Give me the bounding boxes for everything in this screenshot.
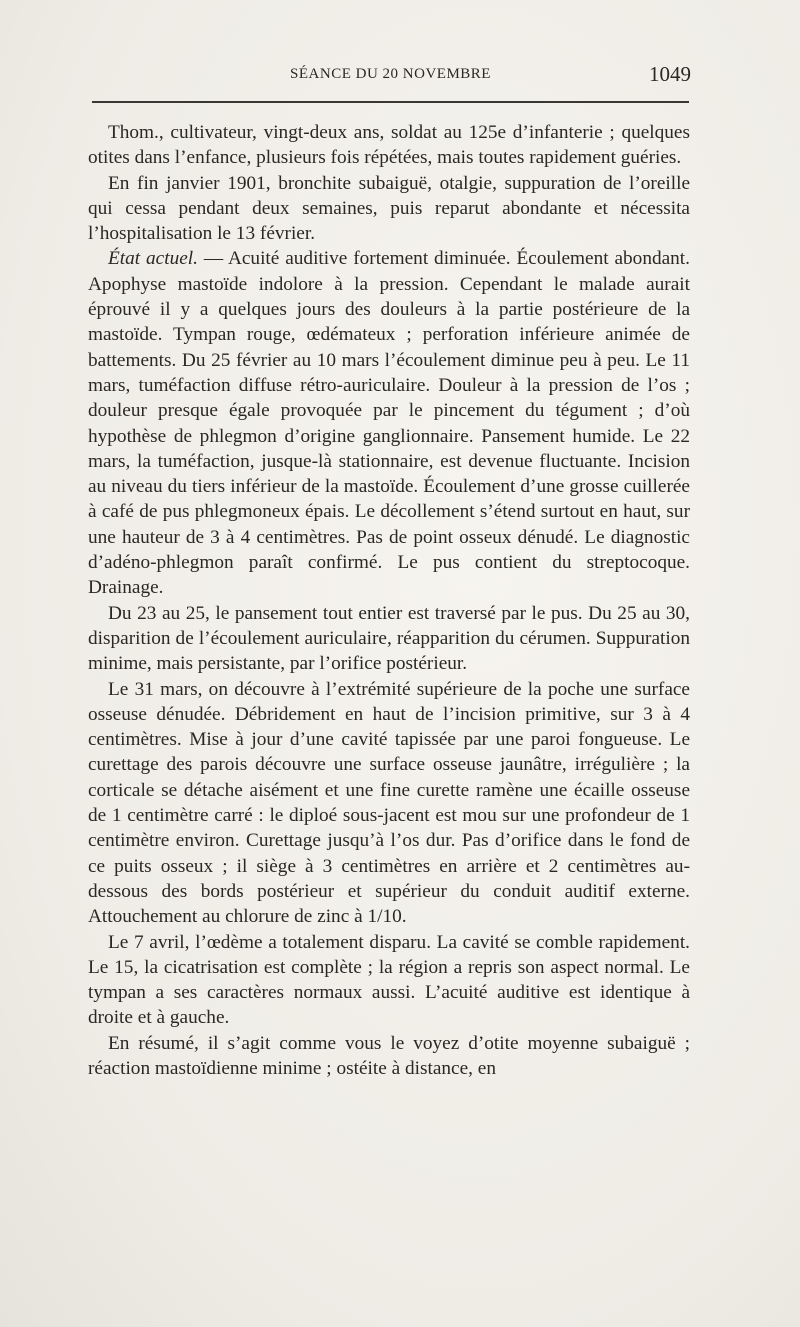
paragraph-6: Le 7 avril, l’œdème a totalement disparu. La cavité se comble rapidement. Le 15, la cicatrisation est complète ; la région a repris son aspect normal. Le tympan a ses caractères normaux aussi. L’acuité auditive est identique à droite et à gauche. [88, 931, 690, 1029]
page-number: 1049 [649, 62, 691, 86]
paragraph-3: État actuel. — Acuité auditive fortement diminuée. Écoulement abondant. Apophyse mastoïde indolore à la pression. Cependant le malade aurait éprouvé il y a quelques jours des douleurs à la partie postérieure de la mastoïde. Tympan rouge, œdémateux ; perforation inférieure animée de battements. Du 25 février au 10 mars l’écoulement diminue peu à peu. Le 11 mars, tuméfaction diffuse rétro-auriculaire. Douleur à la pression de l’os ; douleur presque égale provoquée par le pincement du tégument ; d’où hypothèse de phlegmon d’origine ganglionnaire. Pansement humide. Le 22 mars, la tuméfaction, jusque-là stationnaire, est devenue fluctuante. Incision au niveau du tiers inférieur de la mastoïde. Écoulement d’une grosse cuillerée à café de pus phlegmoneux épais. Le décollement s’étend surtout en haut, sur une hauteur de 3 à 4 centimètres. Pas de point osseux dénudé. Le diagnostic d’adéno-phlegmon paraît confirmé. Le pus contient du streptocoque. Drainage. [88, 248, 690, 599]
body-text [88, 120, 690, 1081]
paragraph-2: En fin janvier 1901, bronchite subaiguë, otalgie, suppuration de l’oreille qui cessa pendant deux semaines, puis reparut abondante et nécessita l’hospitalisation le 13 février. [88, 172, 690, 245]
header-title: SÉANCE DU 20 NOVEMBRE [290, 66, 491, 82]
paragraph-4: Du 23 au 25, le pansement tout entier est traversé par le pus. Du 25 au 30, disparition de l’écoulement auriculaire, réapparition du cérumen. Suppuration minime, mais persistante, par l’orifice postérieur. [88, 602, 690, 675]
etat-actuel-lead: État actuel. [108, 248, 198, 270]
header-rule [92, 101, 689, 103]
paragraph-5: Le 31 mars, on découvre à l’extrémité supérieure de la poche une surface osseuse dénudée. Débridement en haut de l’incision primitive, sur 3 à 4 centimètres. Mise à jour d’une cavité tapissée par une paroi fongueuse. Le curettage des parois découvre une surface osseuse jaunâtre, irrégulière ; la corticale se détache aisément et une fine curette ramène une écaille osseuse de 1 centimètre carré : le diploé sous-jacent est mou sur une profondeur de 1 centimètre environ. Curettage jusqu’à l’os dur. Pas d’orifice dans le fond de ce puits osseux ; il siège à 3 centimètres en arrière et 2 centimètres au-dessous des bords postérieur et supérieur du conduit auditif externe. Attouchement au chlorure de zinc à 1/10. [88, 678, 690, 928]
paragraph-7: En résumé, il s’agit comme vous le voyez d’otite moyenne subaiguë ; réaction mastoïdienne minime ; ostéite à distance, en [88, 1032, 690, 1079]
paragraph-1: Thom., cultivateur, vingt-deux ans, soldat au 125e d’infanterie ; quelques otites dans l’enfance, plusieurs fois répétées, mais toutes rapidement guéries. [88, 122, 690, 169]
running-header [88, 62, 693, 90]
